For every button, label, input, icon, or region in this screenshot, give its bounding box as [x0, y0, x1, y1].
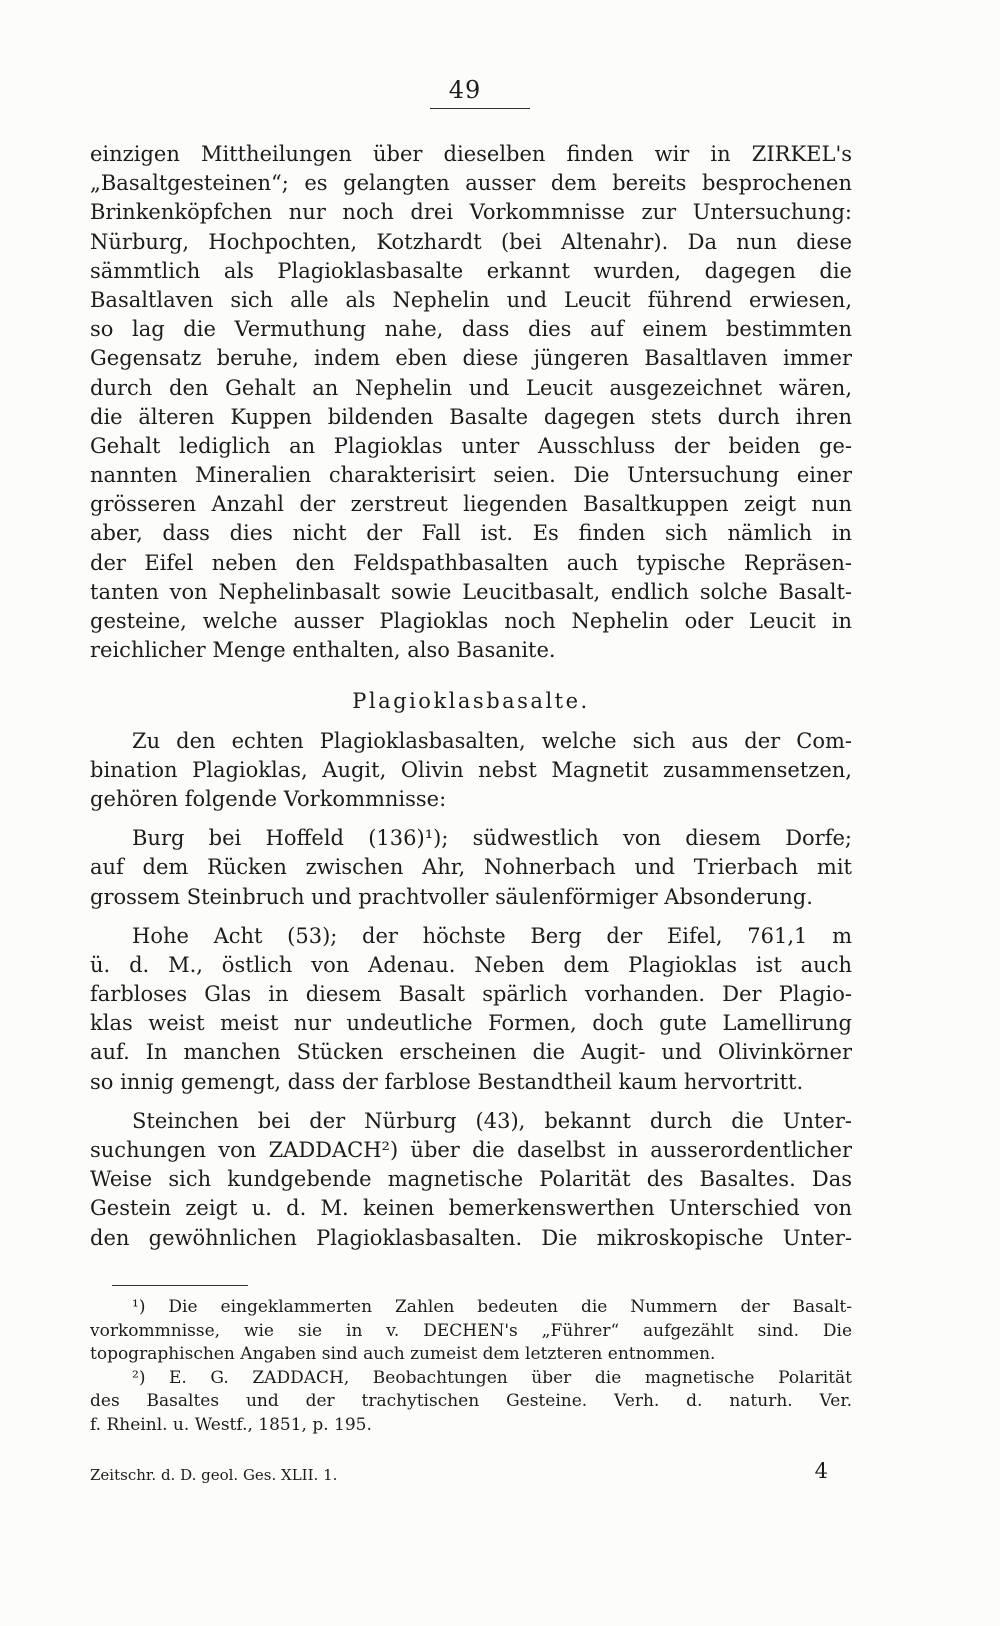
paragraph-definition — [90, 727, 852, 815]
text-line: nannten Mineralien charakterisirt seien. Die Untersuchung einer — [90, 463, 852, 488]
entry-hohe-acht — [90, 922, 852, 1097]
footnote-2 — [90, 1367, 852, 1438]
text-line: gehören folgende Vorkommnisse: — [90, 786, 447, 811]
text-line: Gegensatz beruhe, indem eben diese jüngeren Basaltlaven immer — [90, 346, 852, 371]
text-line: farbloses Glas in diesem Basalt spärlich vorhanden. Der Plagio- — [90, 982, 852, 1007]
footnote-line: f. Rheinl. u. Westf., 1851, p. 195. — [90, 1414, 372, 1435]
journal-reference: Zeitschr. d. D. geol. Ges. XLII. 1. — [90, 1466, 338, 1484]
text-line: Burg bei Hoffeld (136)¹); südwestlich von diesem Dorfe; — [132, 826, 852, 851]
text-line: bination Plagioklas, Augit, Olivin nebst Magnetit zusammensetzen, — [90, 757, 852, 782]
footnote-line: vorkommnisse, wie sie in v. DECHEN's „Führer“ aufgezählt sind. Die — [90, 1320, 852, 1341]
text-line: Weise sich kundgebende magnetische Polarität des Basaltes. Das — [90, 1167, 852, 1192]
text-line: aber, dass dies nicht der Fall ist. Es finden sich nämlich in — [90, 521, 852, 546]
footnotes — [90, 1296, 852, 1437]
footnote-line: ¹) Die eingeklammerten Zahlen bedeuten die Nummern der Basalt- — [132, 1297, 852, 1317]
footnote-line: topographischen Angaben sind auch zumeist dem letzteren entnommen. — [90, 1344, 716, 1364]
text-line: Nürburg, Hochpochten, Kotzhardt (bei Altenahr). Da nun diese — [90, 229, 852, 254]
text-line: Brinkenköpfchen nur noch drei Vorkommnisse zur Untersuchung: — [90, 200, 852, 225]
text-line: die älteren Kuppen bildenden Basalte dagegen stets durch ihren — [90, 404, 852, 429]
text-line: auf. In manchen Stücken erscheinen die Augit- und Olivinkörner — [90, 1040, 852, 1065]
text-line: einzigen Mittheilungen über dieselben finden wir in ZIRKEL's — [90, 142, 852, 166]
paragraph-intro-basalts — [90, 140, 852, 665]
text-line: tanten von Nephelinbasalt sowie Leucitbasalt, endlich solche Basalt- — [90, 579, 852, 604]
text-line: gesteine, welche ausser Plagioklas noch Nephelin oder Leucit in — [90, 609, 852, 633]
text-line: der Eifel neben den Feldspathbasalten auch typische Repräsen- — [90, 550, 852, 575]
main-text — [90, 140, 852, 1253]
footnote-line: ²) E. G. ZADDACH, Beobachtungen über die magnetische Polarität — [132, 1367, 852, 1388]
text-line: Zu den echten Plagioklasbasalten, welche sich aus der Com- — [132, 728, 852, 753]
entry-steinchen — [90, 1107, 852, 1253]
header-rule — [430, 108, 530, 109]
text-line: Basaltlaven sich alle als Nephelin und Leucit führend erwiesen, — [90, 287, 852, 312]
footnote-rule — [112, 1285, 248, 1286]
text-line: Steinchen bei der Nürburg (43), bekannt durch die Unter- — [132, 1108, 852, 1133]
text-line: „Basaltgesteinen“; es gelangten ausser dem bereits besprochenen — [90, 171, 852, 196]
entry-burg-bei-hoffeld — [90, 824, 852, 912]
text-line: reichlicher Menge enthalten, also Basanite. — [90, 638, 556, 663]
text-line: sämmtlich als Plagioklasbasalte erkannt wurden, dagegen die — [90, 258, 852, 283]
text-line: klas weist meist nur undeutliche Formen, doch gute Lamellirung — [90, 1011, 852, 1036]
text-line: den gewöhnlichen Plagioklasbasalten. Die mikroskopische Unter- — [90, 1225, 852, 1250]
footnote-line: des Basaltes und der trachytischen Gesteine. Verh. d. naturh. Ver. — [90, 1391, 852, 1411]
text-line: auf dem Rücken zwischen Ahr, Nohnerbach und Trierbach mit — [90, 855, 852, 880]
text-line: ü. d. M., östlich von Adenau. Neben dem Plagioklas ist auch — [90, 952, 852, 977]
signature-mark: 4 — [814, 1459, 828, 1483]
text-line: durch den Gehalt an Nephelin und Leucit ausgezeichnet wären, — [90, 375, 852, 400]
text-line: Gestein zeigt u. d. M. keinen bemerkenswerthen Unterschied von — [90, 1196, 852, 1221]
text-line: so innig gemengt, dass der farblose Bestandtheil kaum hervortritt. — [90, 1069, 804, 1094]
text-line: Gehalt lediglich an Plagioklas unter Ausschluss der beiden ge- — [90, 433, 852, 458]
footnote-1 — [90, 1296, 852, 1367]
text-line: Hohe Acht (53); der höchste Berg der Eifel, 761,1 m — [132, 923, 852, 948]
text-line: grösseren Anzahl der zerstreut liegenden Basaltkuppen zeigt nun — [90, 492, 852, 517]
page-number: 49 — [448, 76, 482, 104]
text-line: so lag die Vermuthung nahe, dass dies auf einem bestimmten — [90, 317, 852, 342]
section-heading: Plagioklasbasalte. — [352, 689, 590, 714]
text-line: suchungen von ZADDACH²) über die daselbst in ausserordentlicher — [90, 1138, 852, 1162]
text-line: grossem Steinbruch und prachtvoller säulenförmiger Absonderung. — [90, 884, 813, 909]
page-footer — [90, 1459, 852, 1488]
